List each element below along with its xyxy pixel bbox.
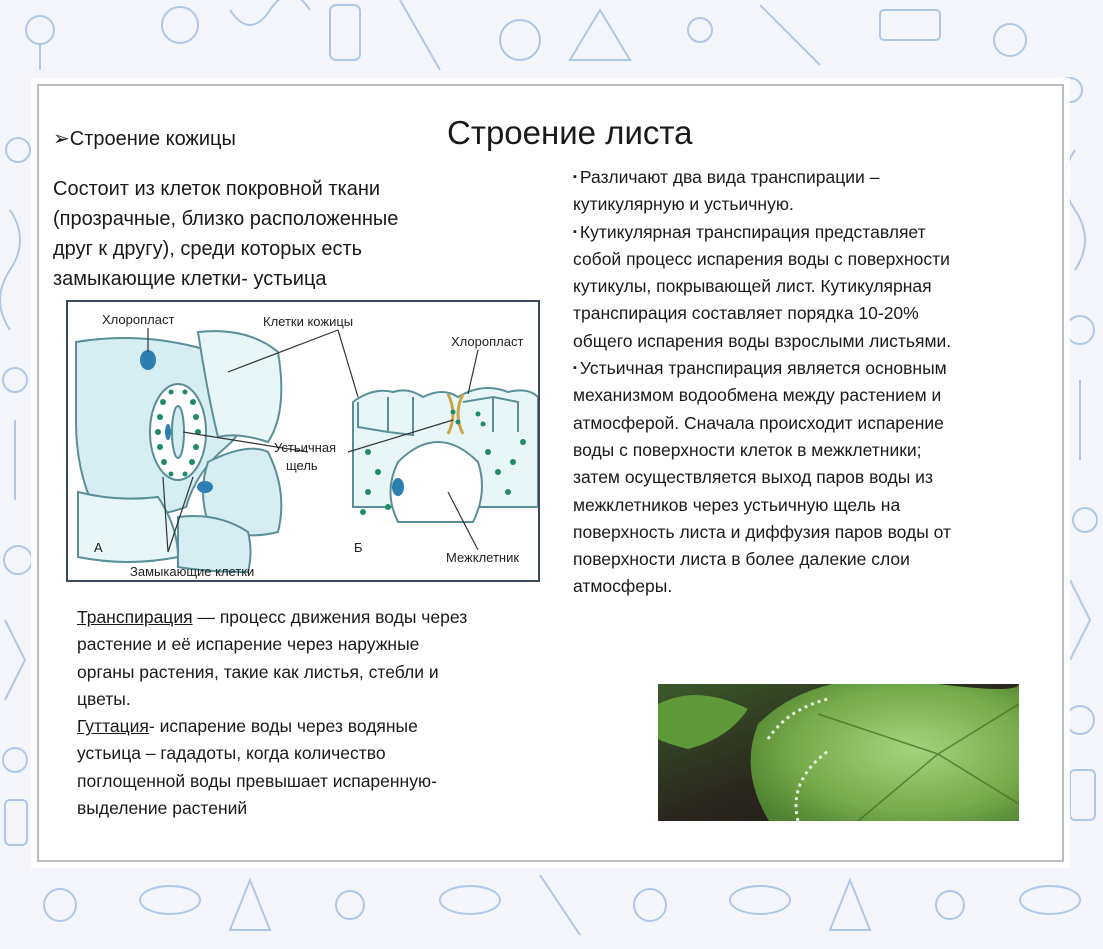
text-line: Устьичная транспирация является основным: [579, 358, 947, 379]
epidermis-diagram-svg: [68, 302, 538, 580]
text-line: устьица – гададоты, когда количество: [77, 743, 386, 764]
stomatal-slit-shape: [172, 406, 184, 458]
arrow-bullet-icon: ➢: [53, 128, 70, 150]
text-line: цветы.: [77, 688, 131, 709]
text-line: затем осуществляется выход паров воды из: [573, 467, 933, 488]
term-guttation: Гуттация: [77, 716, 149, 737]
square-bullet-icon: ▪: [573, 171, 577, 183]
text-line: поверхности листа в более далекие слои: [573, 549, 910, 570]
right-column: [573, 164, 1038, 601]
epidermis-diagram: [66, 300, 540, 582]
definition-guttation: [77, 713, 557, 822]
intro-line: друг к другу), среди которых есть: [53, 238, 363, 260]
text-line: механизмом водообмена между растением и: [573, 385, 942, 406]
label-chloroplast-b: Хлоропласт: [451, 334, 524, 349]
label-intercellular: Межклетник: [446, 550, 520, 565]
text-line: поверхность листа и диффузия паров воды от: [573, 521, 952, 542]
text-line: Кутикулярная транспирация представляет: [579, 221, 926, 242]
text-line: органы растения, такие как листья, стебли и: [77, 661, 439, 682]
definition-transpiration: [77, 604, 557, 713]
bullet-paragraph: [573, 355, 1038, 601]
slide: [37, 84, 1064, 862]
label-panel-a: А: [94, 540, 103, 555]
text-line: атмосферы.: [573, 576, 673, 597]
subtitle: [53, 126, 236, 151]
bullet-paragraph: [573, 219, 1038, 355]
intro-line: Состоит из клеток покровной ткани: [53, 178, 381, 200]
text-line: межклетников через устьичную щель на: [573, 494, 901, 515]
bullet-paragraph: [573, 164, 1038, 219]
text-line: атмосферой. Сначала происходит испарение: [573, 412, 944, 433]
leaf-photo-svg: [658, 684, 1019, 821]
text-line: общего испарения воды взрослыми листьями.: [573, 330, 952, 351]
label-epidermis-cells: Клетки кожицы: [263, 314, 354, 329]
intro-line: (прозрачные, близко расположенные: [53, 208, 399, 230]
panel-b-section: [353, 388, 538, 522]
definitions: [77, 604, 557, 822]
text-line: Различают два вида транспирации –: [579, 167, 880, 187]
text-line: выделение растений: [77, 798, 248, 819]
text-line: кутикулы, покрывающей лист. Кутикулярная: [573, 276, 932, 297]
text-line: поглощенной воды превышает испаренную-: [77, 770, 437, 791]
text-line: — процесс движения воды через: [192, 607, 468, 627]
label-panel-b: Б: [354, 540, 363, 555]
leaf-photo: [658, 684, 1019, 821]
square-bullet-icon: ▪: [573, 362, 577, 375]
subtitle-text: Строение кожицы: [69, 128, 236, 150]
intro-paragraph: [53, 174, 493, 294]
square-bullet-icon: ▪: [573, 225, 577, 238]
text-line: растение и её испарение через наружные: [77, 634, 420, 655]
label-stomatal-slit-1: Устьичная: [274, 440, 337, 455]
section-nucleus: [392, 478, 404, 496]
text-line: - испарение воды через водяные: [148, 716, 418, 737]
text-line: транспирация составляет порядка 10-20%: [573, 303, 919, 324]
label-stomatal-slit-2: щель: [286, 458, 318, 473]
text-line: кутикулярную и устьичную.: [573, 194, 794, 215]
text-line: собой процесс испарения воды с поверхности: [573, 248, 950, 269]
slide-title: Строение листа: [447, 114, 693, 151]
term-transpiration: Транспирация: [77, 607, 193, 627]
intro-line: замыкающие клетки- устьица: [53, 268, 327, 290]
text-line: воды с поверхности клеток в межклетники;: [573, 439, 922, 460]
label-guard-cells: Замыкающие клетки: [130, 564, 255, 579]
label-chloroplast-a: Хлоропласт: [102, 312, 175, 327]
